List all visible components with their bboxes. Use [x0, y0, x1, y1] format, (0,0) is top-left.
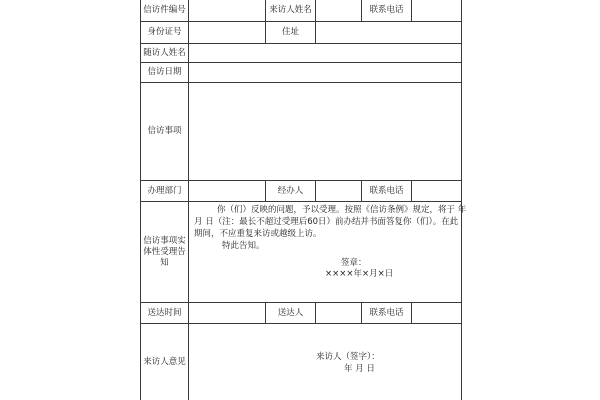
case-number-field[interactable] [189, 0, 265, 21]
delivery-time-label: 送达时间 [147, 307, 182, 318]
notice-line-4: 特此告知。 [222, 241, 265, 251]
visitor-name-label: 来访人姓名 [269, 5, 312, 15]
handler-label: 经办人 [277, 185, 304, 196]
petition-matter-field[interactable] [189, 83, 461, 180]
handler-phone-label: 联系电话 [369, 185, 404, 196]
delivery-phone-label: 联系电话 [369, 307, 404, 318]
id-number-label: 身份证号 [147, 27, 182, 37]
visitor-opinion-label: 来访人意见 [143, 356, 186, 367]
contact-phone-field[interactable] [412, 0, 461, 21]
handler-phone-field[interactable] [412, 181, 461, 201]
notice-line-1: 你（们）反映的问题，予以受理。按照《信访条例》规定，将于 年 [217, 205, 467, 215]
handling-dept-label: 办理部门 [147, 185, 182, 196]
notice-line-2: 月 日（注：最长不超过受理后60日）前办结并书面答复你（们）。在此 [194, 217, 459, 227]
visitor-signature-label: 来访人（签字）： [316, 352, 380, 362]
petition-date-field[interactable] [189, 63, 461, 82]
signature-date: 年 月 日 [344, 364, 375, 374]
visitor-opinion-field[interactable] [189, 324, 309, 394]
case-number-label: 信访件编号 [143, 5, 186, 15]
companion-names-field[interactable] [189, 44, 461, 62]
delivery-person-label: 送达人 [277, 307, 304, 318]
petition-date-label: 信访日期 [147, 67, 182, 77]
contact-phone-label: 联系电话 [369, 5, 404, 15]
handling-dept-field[interactable] [189, 181, 265, 201]
delivery-phone-field[interactable] [412, 303, 461, 323]
acceptance-notice-label: 信访事项实体性受理告知 [143, 235, 186, 268]
petition-matter-label: 信访事项 [147, 126, 182, 136]
notice-line-3: 期间，不应重复来访或越级上访。 [194, 229, 322, 239]
delivery-time-field[interactable] [189, 303, 265, 323]
address-field[interactable] [316, 22, 461, 43]
delivery-person-field[interactable] [316, 303, 361, 323]
companion-names-label: 随访人姓名 [143, 47, 186, 58]
id-number-field[interactable] [189, 22, 265, 43]
handler-field[interactable] [316, 181, 361, 201]
notice-date: ××××年×月×日 [325, 269, 394, 279]
seal-label: 签章： [341, 258, 367, 268]
border-right [461, 0, 462, 400]
visitor-name-field[interactable] [316, 0, 361, 21]
address-label: 住址 [281, 27, 299, 37]
